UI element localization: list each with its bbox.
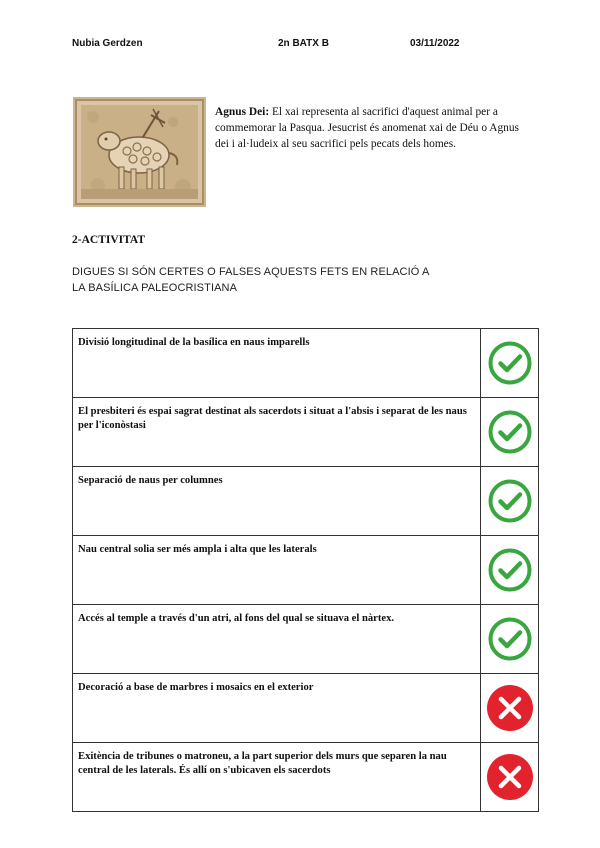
answer-mark <box>481 329 539 398</box>
table-row <box>73 743 539 812</box>
agnus-dei-text: El xai representa al sacrifici d'aquest animal per a commemorar la Pasqua. Jesucrist és anomenat xai de Déu o Agnus dei i al·ludeix al seu sacrifici pels pecats dels homes. <box>215 106 519 150</box>
statement-text: Exitència de tribunes o matroneu, a la part superior dels murs que separen la nau central de les laterals. És allí on s'ubicaven els sacerdots <box>73 743 481 812</box>
answer-mark <box>481 467 539 536</box>
agnus-dei-relief-image <box>73 97 206 207</box>
green-check-icon <box>487 478 533 524</box>
table-row <box>73 329 539 398</box>
statement-text: Nau central solia ser més ampla i alta que les laterals <box>73 536 481 605</box>
activity-prompt <box>72 264 472 296</box>
class-label: 2n BATX B <box>278 38 329 49</box>
statement-text: Decoració a base de marbres i mosaics en el exterior <box>73 674 481 743</box>
agnus-dei-term: Agnus Dei: <box>215 106 270 118</box>
answer-mark <box>481 398 539 467</box>
section-title: 2-ACTIVITAT <box>72 234 146 246</box>
answer-mark <box>481 605 539 674</box>
answer-mark <box>481 743 539 812</box>
answer-mark <box>481 674 539 743</box>
table-row <box>73 605 539 674</box>
student-name: Nubia Gerdzen <box>72 38 143 49</box>
prompt-line-1: DIGUES SI SÓN CERTES O FALSES AQUESTS FETS EN RELACIÓ A <box>72 266 430 278</box>
prompt-line-2: LA BASÍLICA PALEOCRISTIANA <box>72 282 238 294</box>
date-label: 03/11/2022 <box>410 38 460 49</box>
table-row <box>73 536 539 605</box>
answer-mark <box>481 536 539 605</box>
statement-text: Separació de naus per columnes <box>73 467 481 536</box>
table-row <box>73 467 539 536</box>
statement-text: Divisió longitudinal de la basílica en naus imparells <box>73 329 481 398</box>
true-false-table <box>72 328 539 812</box>
red-cross-icon <box>486 753 534 801</box>
table-row <box>73 398 539 467</box>
green-check-icon <box>487 547 533 593</box>
green-check-icon <box>487 340 533 386</box>
green-check-icon <box>487 616 533 662</box>
statement-text: El presbiteri és espai sagrat destinat als sacerdots i situat a l'absis i separat de les naus per l'iconòstasi <box>73 398 481 467</box>
agnus-dei-description <box>215 104 520 152</box>
red-cross-icon <box>486 684 534 732</box>
statement-text: Accés al temple a través d'un atri, al fons del qual se situava el nàrtex. <box>73 605 481 674</box>
table-row <box>73 674 539 743</box>
green-check-icon <box>487 409 533 455</box>
